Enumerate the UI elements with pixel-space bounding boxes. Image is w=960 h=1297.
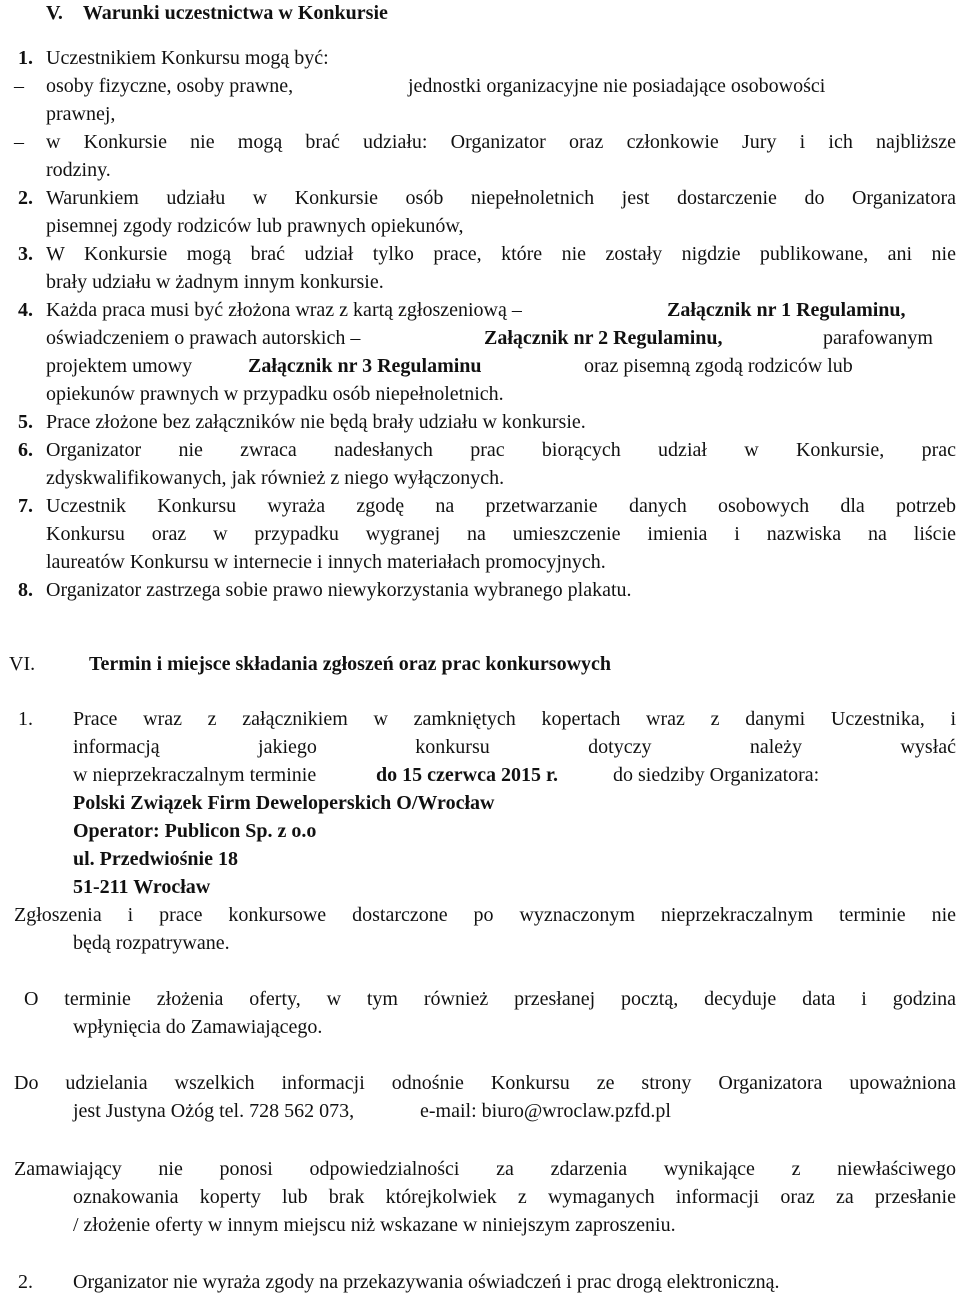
address-line-2: Operator: Publicon Sp. z o.o	[73, 820, 317, 842]
s5-item-4-line-3c: oraz pisemną zgodą rodziców lub	[584, 355, 853, 377]
paragraph-4-line-2: oznakowania koperty lub brak którejkolwiek z wymaganych informacji oraz za przesłanie	[73, 1186, 956, 1208]
s6-item-1-deadline: do 15 czerwca 2015 r.	[376, 764, 558, 786]
paragraph-3-line-2a: jest Justyna Ożóg tel. 728 562 073,	[73, 1100, 355, 1122]
s5-item-8-number: 8.	[18, 579, 33, 601]
s5-item-4-line-3b: Załącznik nr 3 Regulaminu	[248, 355, 482, 377]
s5-item-4-line-2c: parafowanym	[823, 327, 933, 349]
s6-item-1-line-2: informacją jakiego konkursu dotyczy należy wysłać	[73, 736, 956, 758]
s5-item-5-number: 5.	[18, 411, 33, 433]
paragraph-4-line-3: / złożenie oferty w innym miejscu niż wskazane w niniejszym zaproszeniu.	[73, 1214, 676, 1236]
s5-item-4-line-3a: projektem umowy	[46, 355, 193, 377]
s5-item-3-number: 3.	[18, 243, 33, 265]
s5-item-6-line-2: zdyskwalifikowanych, jak również z niego wyłączonych.	[46, 467, 505, 489]
s6-item-1-number: 1.	[18, 708, 33, 730]
s5-item-7-line-1: Uczestnik Konkursu wyraża zgodę na przetwarzanie danych osobowych dla potrzeb	[46, 495, 956, 517]
s5-dash-2: –	[14, 131, 24, 153]
paragraph-3-email: e-mail: biuro@wroclaw.pzfd.pl	[420, 1100, 671, 1122]
s5-item-8-text: Organizator zastrzega sobie prawo niewykorzystania wybranego plakatu.	[46, 579, 632, 601]
section-5-number: V.	[46, 2, 63, 24]
address-line-4: 51-211 Wrocław	[73, 876, 211, 898]
s5-dash-1-line-1a: osoby fizyczne, osoby prawne,	[46, 75, 294, 97]
s5-item-2-line-2: pisemnej zgody rodziców lub prawnych opiekunów,	[46, 215, 464, 237]
s6-item-1-line-3c: do siedziby Organizatora:	[613, 764, 820, 786]
s6-item-1-line-3a: w nieprzekraczalnym terminie	[73, 764, 317, 786]
s5-item-1-number: 1.	[18, 47, 33, 69]
section-6-title: Termin i miejsce składania zgłoszeń oraz prac konkursowych	[89, 653, 612, 675]
s5-item-7-line-2: Konkursu oraz w przypadku wygranej na umieszczenie imienia i nazwiska na liście	[46, 523, 956, 545]
s5-dash-2-line-1: w Konkursie nie mogą brać udziału: Organizator oraz członkowie Jury i ich najbliższe	[46, 131, 956, 153]
address-line-3: ul. Przedwiośnie 18	[73, 848, 238, 870]
s5-dash-1-line-2: prawnej,	[46, 103, 116, 125]
paragraph-2-line-2: wpłynięcia do Zamawiającego.	[73, 1016, 323, 1038]
s5-item-4-line-4: opiekunów prawnych w przypadku osób niepełnoletnich.	[46, 383, 504, 405]
section-6-number: VI.	[9, 653, 36, 675]
paragraph-4-line-1: Zamawiający nie ponosi odpowiedzialności za zdarzenia wynikające z niewłaściwego	[14, 1158, 956, 1180]
address-line-1: Polski Związek Firm Deweloperskich O/Wrocław	[73, 792, 495, 814]
s5-item-6-line-1: Organizator nie zwraca nadesłanych prac biorących udział w Konkursie, prac	[46, 439, 956, 461]
s5-item-4-number: 4.	[18, 299, 33, 321]
section-5-heading	[46, 0, 388, 27]
s5-item-7-number: 7.	[18, 495, 33, 517]
s5-item-4-line-2b: Załącznik nr 2 Regulaminu,	[484, 327, 723, 349]
s6-item-2-number: 2.	[18, 1271, 33, 1293]
s5-item-5-text: Prace złożone bez załączników nie będą brały udziału w konkursie.	[46, 411, 586, 433]
s5-item-4-line-2a: oświadczeniem o prawach autorskich –	[46, 327, 361, 349]
s5-item-7-line-3: laureatów Konkursu w internecie i innych materiałach promocyjnych.	[46, 551, 606, 573]
s5-dash-1-line-1b: jednostki organizacyjne nie posiadające osobowości	[408, 75, 826, 97]
s6-item-2-text: Organizator nie wyraża zgody na przekazywania oświadczeń i prac drogą elektroniczną.	[73, 1271, 780, 1293]
s5-item-4-line-1b: Załącznik nr 1 Regulaminu,	[667, 299, 906, 321]
paragraph-1-line-2: będą rozpatrywane.	[73, 932, 230, 954]
section-5-title: Warunki uczestnictwa w Konkursie	[82, 2, 388, 24]
s5-item-6-number: 6.	[18, 439, 33, 461]
s5-item-4-line-1a: Każda praca musi być złożona wraz z kartą zgłoszeniową –	[46, 299, 522, 321]
s5-item-2-line-1: Warunkiem udziału w Konkursie osób niepełnoletnich jest dostarczenie do Organizatora	[46, 187, 956, 209]
s5-dash-1: –	[14, 75, 24, 97]
s5-item-1-text: Uczestnikiem Konkursu mogą być:	[46, 47, 329, 69]
s5-dash-2-line-2: rodziny.	[46, 159, 111, 181]
s5-item-3-line-2: brały udziału w żadnym innym konkursie.	[46, 271, 384, 293]
paragraph-1-line-1: Zgłoszenia i prace konkursowe dostarczone po wyznaczonym nieprzekraczalnym terminie nie	[14, 904, 956, 926]
paragraph-3-line-1: Do udzielania wszelkich informacji odnośnie Konkursu ze strony Organizatora upoważniona	[14, 1072, 956, 1094]
s5-item-3-line-1: W Konkursie mogą brać udział tylko prace, które nie zostały nigdzie publikowane, ani nie	[46, 243, 956, 265]
s5-item-2-number: 2.	[18, 187, 33, 209]
paragraph-2-line-1: O terminie złożenia oferty, w tym również przesłanej pocztą, decyduje data i godzina	[24, 988, 956, 1010]
s6-item-1-line-1: Prace wraz z załącznikiem w zamkniętych kopertach wraz z danymi Uczestnika, i	[73, 708, 956, 730]
